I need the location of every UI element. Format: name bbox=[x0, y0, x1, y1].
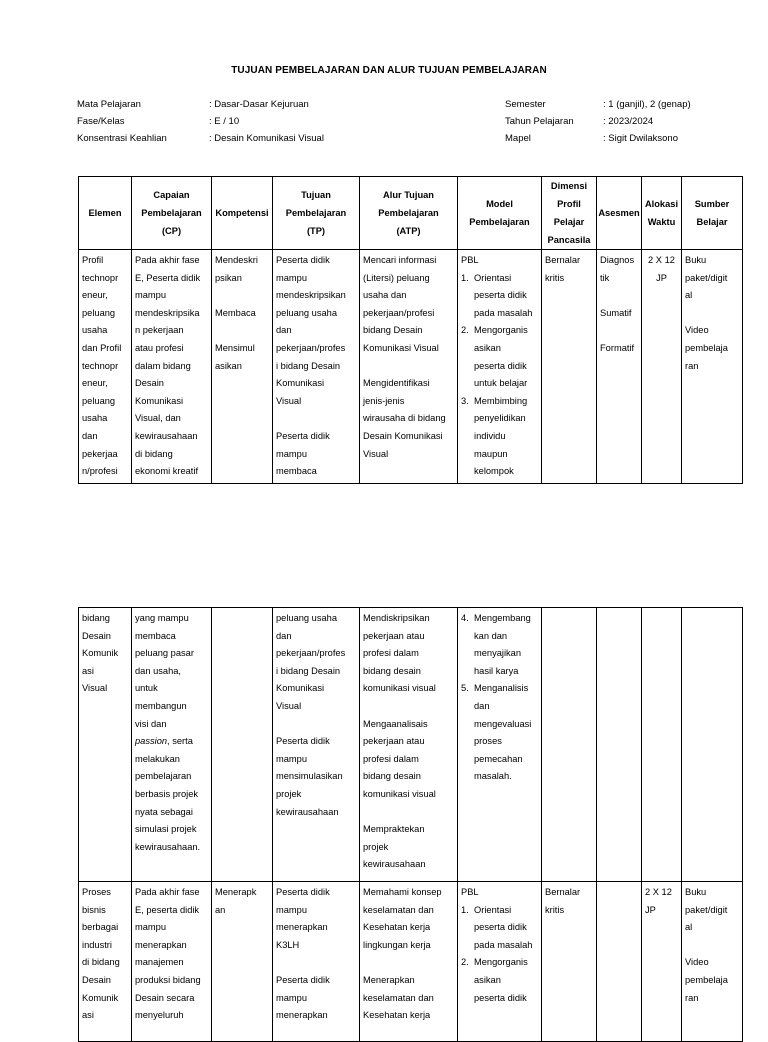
cell-tp bbox=[273, 250, 360, 484]
model-step bbox=[461, 322, 538, 392]
cell-alokasi bbox=[642, 882, 682, 1042]
step-line: Mengembang bbox=[474, 613, 531, 623]
cell-line bbox=[363, 358, 454, 376]
cell-line: di bidang bbox=[82, 957, 120, 968]
cell-line: Mendeskri bbox=[215, 255, 258, 265]
cell-line: peluang pasar bbox=[135, 648, 194, 659]
step-line: pada masalah bbox=[474, 939, 533, 950]
cell-line: Bernalar bbox=[545, 887, 581, 897]
cell-line: JP bbox=[656, 272, 667, 283]
cell-line bbox=[600, 287, 638, 305]
step-line: Mengorganis bbox=[474, 325, 528, 336]
cell-line bbox=[685, 305, 739, 323]
cell-atp bbox=[360, 608, 458, 882]
meta-row bbox=[77, 113, 324, 130]
cell-line: tik bbox=[600, 272, 610, 283]
step-line: pemecahan bbox=[474, 753, 523, 764]
cell-line: paket/digit bbox=[685, 904, 728, 915]
cell-line: mendeskripsikan bbox=[276, 290, 346, 301]
cell-line: Memahami konsep bbox=[363, 887, 442, 897]
cell-line: profesi dalam bbox=[363, 648, 419, 659]
cell-line: peluang bbox=[82, 395, 116, 406]
cell-line: Pada akhir fase bbox=[135, 255, 200, 265]
cell-line: bisnis bbox=[82, 904, 106, 915]
cell-line: Sumatif bbox=[600, 307, 632, 318]
cell-line: kewirausahaan bbox=[135, 430, 198, 441]
cell-line: bidang desain bbox=[363, 771, 421, 782]
cell-kompetensi bbox=[212, 608, 273, 882]
meta-value: : Desain Komunikasi Visual bbox=[209, 133, 324, 144]
model-steps bbox=[461, 610, 538, 786]
cell-line: usaha dan bbox=[363, 290, 407, 301]
cell-line: Peserta didik bbox=[276, 887, 330, 897]
cell-line: nyata sebagai bbox=[135, 806, 193, 817]
step-number: 3. bbox=[461, 395, 469, 406]
cell-line bbox=[276, 954, 356, 972]
cell-line: dalam bidang bbox=[135, 360, 191, 371]
cell-line: al bbox=[685, 922, 693, 933]
cell-line: mampu bbox=[135, 290, 167, 301]
step-line: asikan bbox=[474, 342, 501, 353]
cell-model bbox=[458, 882, 542, 1042]
cell-line: ekonomi kreatif bbox=[135, 466, 199, 477]
header-kompetensi: Kompetensi bbox=[212, 177, 273, 250]
cell-line: Peserta didik bbox=[276, 736, 330, 747]
cell-line: membaca bbox=[135, 630, 176, 641]
cell-line: Komunikasi bbox=[135, 395, 184, 406]
table-row bbox=[79, 250, 743, 484]
cell-line: Komunikasi Visual bbox=[363, 342, 439, 353]
step-line: masalah. bbox=[474, 771, 512, 782]
cell-line: Komunik bbox=[82, 648, 119, 659]
cell-asesmen bbox=[597, 250, 642, 484]
cell-line: Mendiskripsikan bbox=[363, 613, 430, 623]
cell-elemen bbox=[79, 250, 132, 484]
cell-line: peluang bbox=[82, 307, 116, 318]
cell-atp bbox=[360, 882, 458, 1042]
cell-line: Membaca bbox=[215, 307, 256, 318]
cell-model bbox=[458, 608, 542, 882]
cell-line: Kesehatan kerja bbox=[363, 922, 431, 933]
cell-line: projek bbox=[276, 788, 302, 799]
cell-line: komunikasi visual bbox=[363, 788, 436, 799]
cell-line bbox=[600, 322, 638, 340]
cell-line bbox=[685, 937, 739, 955]
cell-line: membangun bbox=[135, 700, 187, 711]
step-line: kan dan bbox=[474, 630, 508, 641]
step-number: 1. bbox=[461, 904, 469, 915]
cell-line: kewirausahaan. bbox=[135, 841, 201, 852]
cell-line: dan bbox=[82, 430, 98, 441]
meta-row bbox=[77, 96, 324, 113]
meta-label: Fase/Kelas bbox=[77, 116, 125, 127]
cell-elemen bbox=[79, 882, 132, 1042]
step-number: 2. bbox=[461, 957, 469, 968]
step-number: 4. bbox=[461, 613, 469, 623]
meta-right bbox=[505, 96, 691, 147]
meta-value: : 1 (ganjil), 2 (genap) bbox=[603, 99, 691, 110]
header-dimensi: Dimensi Profil Pelajar Pancasila bbox=[542, 177, 597, 250]
cell-line bbox=[363, 954, 454, 972]
cell-line: Peserta didik bbox=[276, 430, 330, 441]
cell-line: paket/digit bbox=[685, 272, 728, 283]
cell-line: pembelaja bbox=[685, 974, 728, 985]
cell-line: eneur, bbox=[82, 378, 108, 389]
meta-label: Mapel bbox=[505, 133, 531, 144]
cell-line: berbasis projek bbox=[135, 788, 199, 799]
cell-line: 2 X 12 bbox=[645, 887, 672, 897]
step-line: hasil karya bbox=[474, 665, 519, 676]
cell-line: simulasi projek bbox=[135, 824, 197, 835]
cell-kompetensi bbox=[212, 882, 273, 1042]
cell-tp bbox=[273, 882, 360, 1042]
cell-line: Desain Komunikasi bbox=[363, 430, 443, 441]
cell-line: peluang usaha bbox=[276, 613, 338, 623]
step-line: Orientasi bbox=[474, 904, 512, 915]
cell-line: Komunikasi bbox=[276, 378, 325, 389]
cell-alokasi bbox=[642, 608, 682, 882]
cell-line: pembelaja bbox=[685, 342, 728, 353]
meta-left bbox=[77, 96, 324, 147]
step-line: Menganalisis bbox=[474, 683, 529, 694]
cell-line: Visual bbox=[276, 700, 302, 711]
cell-line: mampu bbox=[276, 448, 308, 459]
cell-line: Visual bbox=[363, 448, 389, 459]
cell-line: visi dan bbox=[135, 718, 167, 729]
cell-line: peluang usaha bbox=[276, 307, 338, 318]
cell-line: K3LH bbox=[276, 939, 300, 950]
cell-line: industri bbox=[82, 939, 112, 950]
cell-line bbox=[363, 804, 454, 822]
meta-label: Mata Pelajaran bbox=[77, 99, 141, 110]
cell-line: mampu bbox=[276, 272, 308, 283]
cell-line: melakukan bbox=[135, 753, 180, 764]
cell-cp bbox=[132, 608, 212, 882]
cell-line: pembelajaran bbox=[135, 771, 192, 782]
cell-line: Visual bbox=[82, 683, 108, 694]
cell-line: i bidang Desain bbox=[276, 665, 341, 676]
cell-line: Video bbox=[685, 957, 709, 968]
cell-line: keselamatan dan bbox=[363, 992, 434, 1003]
cell-line: berbagai bbox=[82, 922, 119, 933]
cell-line: Mensimul bbox=[215, 342, 255, 353]
header-model: Model Pembelajaran bbox=[458, 177, 542, 250]
step-line: Membimbing bbox=[474, 395, 528, 406]
cell-elemen bbox=[79, 608, 132, 882]
cell-line: di bidang bbox=[135, 448, 173, 459]
cell-line: projek bbox=[363, 841, 389, 852]
cell-line: Menerapk bbox=[215, 887, 257, 897]
cell-line: Video bbox=[685, 325, 709, 336]
table-row bbox=[79, 882, 743, 1042]
step-number: 2. bbox=[461, 325, 469, 336]
cell-line bbox=[215, 287, 269, 305]
cell-line: i bidang Desain bbox=[276, 360, 341, 371]
cell-line: mampu bbox=[135, 922, 167, 933]
model-step bbox=[461, 393, 538, 481]
cell-line: pekerjaan/profesi bbox=[363, 307, 435, 318]
cell-tp bbox=[273, 608, 360, 882]
step-line: untuk belajar bbox=[474, 378, 528, 389]
step-line: Mengorganis bbox=[474, 957, 528, 968]
cell-line: kritis bbox=[545, 904, 565, 915]
cell-line: Desain bbox=[82, 630, 111, 641]
cell-line: keselamatan dan bbox=[363, 904, 434, 915]
step-line: individu bbox=[474, 430, 506, 441]
cell-line: Desain secara bbox=[135, 992, 195, 1003]
meta-value: : Dasar-Dasar Kejuruan bbox=[209, 99, 309, 110]
cell-line: Pada akhir fase bbox=[135, 887, 200, 897]
cell-alokasi bbox=[642, 250, 682, 484]
meta-row bbox=[505, 113, 691, 130]
cell-line: al bbox=[685, 290, 693, 301]
cell-line: untuk bbox=[135, 683, 158, 694]
step-line: peserta didik bbox=[474, 360, 527, 371]
cell-line: E, Peserta didik bbox=[135, 272, 201, 283]
cell-line: an bbox=[215, 904, 226, 915]
cell-line: E, peserta didik bbox=[135, 904, 200, 915]
cell-line: eneur, bbox=[82, 290, 108, 301]
cell-line: bidang bbox=[82, 613, 110, 623]
cell-line: dan bbox=[276, 630, 292, 641]
cell-line: Mengaanalisais bbox=[363, 718, 428, 729]
cell-line: Mengidentifikasi bbox=[363, 378, 430, 389]
cell-sumber bbox=[682, 608, 743, 882]
cell-line: JP bbox=[645, 904, 656, 915]
model-steps bbox=[461, 270, 538, 481]
step-line: proses bbox=[474, 736, 502, 747]
step-line: Orientasi bbox=[474, 272, 512, 283]
cell-line: bidang desain bbox=[363, 665, 421, 676]
cell-dimensi bbox=[542, 250, 597, 484]
header-cp: Capaian Pembelajaran (CP) bbox=[132, 177, 212, 250]
meta-value: : E / 10 bbox=[209, 116, 240, 127]
cell-line: Peserta didik bbox=[276, 255, 330, 265]
cell-line bbox=[276, 716, 356, 734]
model-head: PBL bbox=[461, 887, 479, 897]
cell-line: wirausaha di bidang bbox=[363, 413, 446, 424]
cell-model bbox=[458, 250, 542, 484]
cell-line: Buku bbox=[685, 255, 707, 265]
cell-line: manajemen bbox=[135, 957, 184, 968]
cell-asesmen bbox=[597, 608, 642, 882]
cell-line: pekerjaan/profes bbox=[276, 342, 346, 353]
model-head: PBL bbox=[461, 255, 479, 265]
cell-line: asi bbox=[82, 1010, 94, 1021]
cell-line: jenis-jenis bbox=[363, 395, 405, 406]
cell-line: psikan bbox=[215, 272, 242, 283]
cell-line: usaha bbox=[82, 413, 108, 424]
cell-line: pekerjaan atau bbox=[363, 630, 425, 641]
header-elemen: Elemen bbox=[79, 177, 132, 250]
table-header-row bbox=[79, 177, 743, 250]
cell-line: yang mampu bbox=[135, 613, 189, 623]
cell-line: Peserta didik bbox=[276, 974, 330, 985]
model-step bbox=[461, 270, 538, 323]
step-number: 5. bbox=[461, 683, 469, 694]
cell-cp bbox=[132, 250, 212, 484]
meta-value: : 2023/2024 bbox=[603, 116, 654, 127]
step-line: dan bbox=[474, 700, 490, 711]
header-sumber: Sumber Belajar bbox=[682, 177, 743, 250]
cell-line: kritis bbox=[545, 272, 565, 283]
model-step bbox=[461, 680, 538, 786]
cell-line: technopr bbox=[82, 272, 119, 283]
cell-line bbox=[363, 698, 454, 716]
model-step bbox=[461, 954, 538, 1007]
cell-line: ran bbox=[685, 360, 699, 371]
cell-line: Desain bbox=[82, 974, 111, 985]
cp-passion-line: passion, serta bbox=[135, 736, 193, 747]
meta-label: Tahun Pelajaran bbox=[505, 116, 574, 127]
cell-line: Menerapkan bbox=[363, 974, 415, 985]
cell-line: Mencari informasi bbox=[363, 255, 437, 265]
tp-atp-table bbox=[78, 176, 743, 484]
cell-sumber bbox=[682, 250, 743, 484]
cell-line: pekerjaa bbox=[82, 448, 118, 459]
cell-line: dan Profil bbox=[82, 342, 122, 353]
cell-line: pekerjaan atau bbox=[363, 736, 425, 747]
cell-sumber bbox=[682, 882, 743, 1042]
cell-line: menerapkan bbox=[276, 1010, 328, 1021]
tp-atp-table-continued bbox=[78, 607, 743, 1042]
step-line: asikan bbox=[474, 974, 501, 985]
cell-line: kewirausahaan bbox=[363, 859, 426, 870]
cell-line: mendeskripsika bbox=[135, 307, 200, 318]
step-line: penyelidikan bbox=[474, 413, 526, 424]
cell-line: ran bbox=[685, 992, 699, 1003]
cell-line: Buku bbox=[685, 887, 707, 897]
cell-line: mampu bbox=[276, 904, 308, 915]
cell-line: kewirausahaan bbox=[276, 806, 339, 817]
cell-dimensi bbox=[542, 608, 597, 882]
step-line: mengevaluasi bbox=[474, 718, 532, 729]
model-step bbox=[461, 902, 538, 955]
cell-line: (Litersi) peluang bbox=[363, 272, 430, 283]
cell-atp bbox=[360, 250, 458, 484]
cell-line: 2 X 12 bbox=[648, 255, 675, 265]
cell-line: Formatif bbox=[600, 342, 635, 353]
step-number: 1. bbox=[461, 272, 469, 283]
model-steps bbox=[461, 902, 538, 1008]
cell-line: Komunik bbox=[82, 992, 119, 1003]
cell-line bbox=[215, 322, 269, 340]
cell-line: Proses bbox=[82, 887, 111, 897]
cell-line: bidang Desain bbox=[363, 325, 423, 336]
cell-cp bbox=[132, 882, 212, 1042]
meta-value: : Sigit Dwilaksono bbox=[603, 133, 678, 144]
meta-label: Semester bbox=[505, 99, 546, 110]
cell-kompetensi bbox=[212, 250, 273, 484]
cell-line: lingkungan kerja bbox=[363, 939, 431, 950]
cell-line: menerapkan bbox=[276, 922, 328, 933]
step-line: peserta didik bbox=[474, 992, 527, 1003]
cell-asesmen bbox=[597, 882, 642, 1042]
cell-line: asikan bbox=[215, 360, 242, 371]
cell-line: Bernalar bbox=[545, 255, 581, 265]
step-line: kelompok bbox=[474, 466, 514, 477]
step-line: maupun bbox=[474, 448, 508, 459]
meta-row bbox=[77, 130, 324, 147]
model-step bbox=[461, 610, 538, 680]
table-row bbox=[79, 608, 743, 882]
cell-line: komunikasi visual bbox=[363, 683, 436, 694]
cell-line: mampu bbox=[276, 992, 308, 1003]
cell-line: usaha bbox=[82, 325, 108, 336]
step-line: menyajikan bbox=[474, 648, 522, 659]
cell-line: dan bbox=[276, 325, 292, 336]
cell-line: Profil bbox=[82, 255, 104, 265]
cell-line: mampu bbox=[276, 753, 308, 764]
cell-line: menyeluruh bbox=[135, 1010, 184, 1021]
step-line: pada masalah bbox=[474, 307, 533, 318]
cell-line bbox=[276, 410, 356, 428]
header-asesmen: Asesmen bbox=[597, 177, 642, 250]
cell-line: Visual bbox=[276, 395, 302, 406]
step-line: peserta didik bbox=[474, 290, 527, 301]
cell-line: mensimulasikan bbox=[276, 771, 343, 782]
meta-label: Konsentrasi Keahlian bbox=[77, 133, 167, 144]
cell-line: Komunikasi bbox=[276, 683, 325, 694]
cell-line: technopr bbox=[82, 360, 119, 371]
cell-line: menerapkan bbox=[135, 939, 187, 950]
cell-line: n/profesi bbox=[82, 466, 118, 477]
cell-line: Desain bbox=[135, 378, 164, 389]
header-alokasi: Alokasi Waktu bbox=[642, 177, 682, 250]
meta-row bbox=[505, 130, 691, 147]
cell-line: pekerjaan/profes bbox=[276, 648, 346, 659]
page-title: TUJUAN PEMBELAJARAN DAN ALUR TUJUAN PEMBELAJARAN bbox=[231, 65, 547, 76]
cell-line: atau profesi bbox=[135, 342, 184, 353]
cell-line: n pekerjaan bbox=[135, 325, 184, 336]
header-tp: Tujuan Pembelajaran (TP) bbox=[273, 177, 360, 250]
cell-dimensi bbox=[542, 882, 597, 1042]
header-atp: Alur Tujuan Pembelajaran (ATP) bbox=[360, 177, 458, 250]
cell-line: Visual, dan bbox=[135, 413, 181, 424]
cell-line: asi bbox=[82, 665, 94, 676]
cell-line: membaca bbox=[276, 466, 317, 477]
meta-row bbox=[505, 96, 691, 113]
cell-line: Diagnos bbox=[600, 255, 635, 265]
cell-line: Kesehatan kerja bbox=[363, 1010, 431, 1021]
cell-line: produksi bidang bbox=[135, 974, 201, 985]
cell-line: dan usaha, bbox=[135, 665, 182, 676]
cell-line: profesi dalam bbox=[363, 753, 419, 764]
cell-line: Mempraktekan bbox=[363, 824, 425, 835]
step-line: peserta didik bbox=[474, 922, 527, 933]
